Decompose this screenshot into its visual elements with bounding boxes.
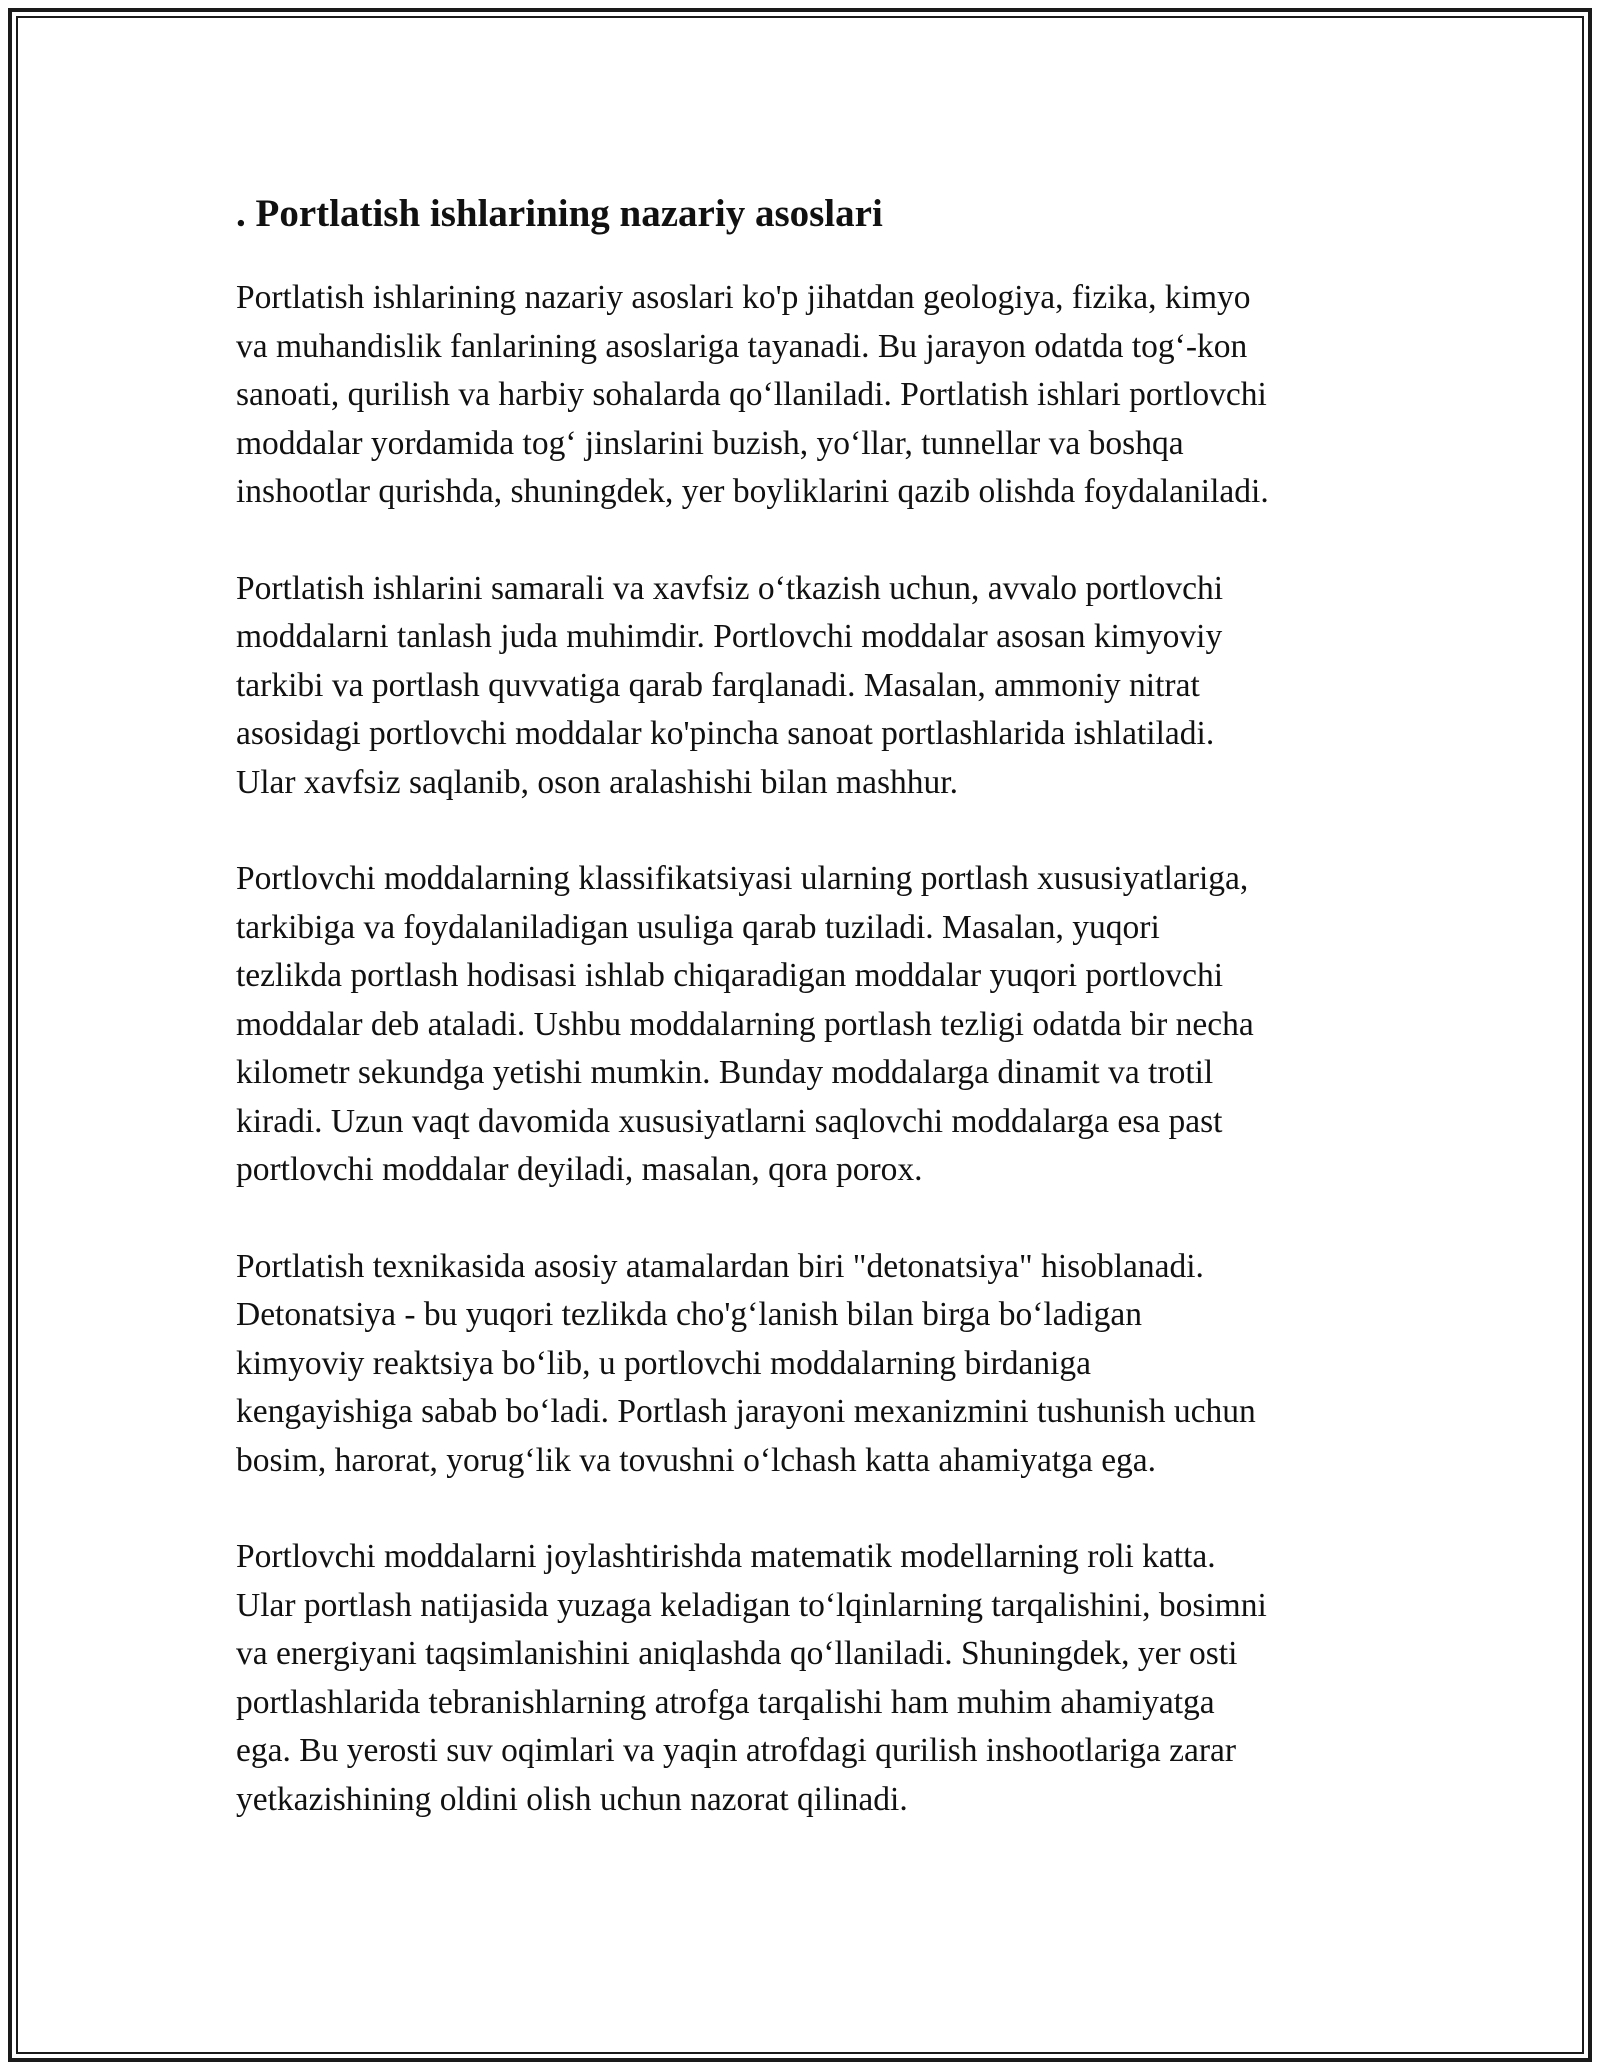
paragraph-detonation [236,1243,1386,1486]
text-line: kimyoviy reaktsiya bo‘lib, u portlovchi moddalarning birdaniga [236,1344,1092,1382]
text-line: asosidagi portlovchi moddalar ko'pincha sanoat portlashlarida ishlatiladi. [236,715,1215,752]
text-line: bosim, harorat, yorug‘lik va tovushni o‘lchash katta ahamiyatga ega. [236,1441,1157,1479]
text-line: ega. Bu yerosti suv oqimlari va yaqin atrofdagi qurilish inshootlariga zarar [236,1732,1237,1769]
paragraph-explosive-selection [236,565,1386,808]
document-body [236,188,1386,1872]
paragraph-theory-basics [236,274,1386,517]
text-line: moddalar deb ataladi. Ushbu moddalarning portlash tezligi odatda bir necha [236,1005,1254,1043]
text-line: kiradi. Uzun vaqt davomida xususiyatlarni saqlovchi moddalarga esa past [236,1102,1223,1140]
text-line: moddalarni tanlash juda muhimdir. Portlovchi moddalar asosan kimyoviy [236,618,1223,655]
section-heading: . Portlatish ishlarining nazariy asoslari [236,192,883,235]
text-line: moddalar yordamida tog‘ jinslarini buzish, yo‘llar, tunnellar va boshqa [236,424,1184,462]
text-line: yetkazishining oldini olish uchun nazorat qilinadi. [236,1780,908,1818]
text-line: va energiyani taqsimlanishini aniqlashda qo‘llaniladi. Shuningdek, yer osti [236,1635,1238,1672]
text-line: tarkibi va portlash quvvatiga qarab farqlanadi. Masalan, ammoniy nitrat [236,666,1200,704]
text-line: tarkibiga va foydalaniladigan usuliga qarab tuziladi. Masalan, yuqori [236,908,1160,946]
text-line: Detonatsiya - bu yuqori tezlikda cho'g‘lanish bilan birga bo‘ladigan [236,1296,1142,1333]
text-line: inshootlar qurishda, shuningdek, yer boyliklarini qazib olishda foydalaniladi. [236,473,1269,510]
text-line: kengayishiga sabab bo‘ladi. Portlash jarayoni mexanizmini tushunish uchun [236,1393,1256,1430]
text-line: tezlikda portlash hodisasi ishlab chiqaradigan moddalar yuqori portlovchi [236,957,1224,994]
paragraph-classification [236,855,1386,1195]
text-line: sanoati, qurilish va harbiy sohalarda qo‘llaniladi. Portlatish ishlari portlovchi [236,376,1267,413]
text-line: Portlatish ishlarining nazariy asoslari ko'p jihatdan geologiya, fizika, kimyo [236,279,1251,316]
text-line: Ular xavfsiz saqlanib, oson aralashishi bilan mashhur. [236,763,958,801]
paragraph-mathematical-models [236,1533,1386,1824]
text-line: portlashlarida tebranishlarning atrofga tarqalishi ham muhim ahamiyatga [236,1683,1215,1721]
text-line: portlovchi moddalar deyiladi, masalan, qora porox. [236,1151,923,1188]
text-line: Portlovchi moddalarning klassifikatsiyasi ularning portlash xususiyatlariga, [236,860,1249,897]
text-line: kilometr sekundga yetishi mumkin. Bunday moddalarga dinamit va trotil [236,1054,1214,1091]
text-line: Portlovchi moddalarni joylashtirishda matematik modellarning roli katta. [236,1538,1216,1575]
text-line: va muhandislik fanlarining asoslariga tayanadi. Bu jarayon odatda tog‘-kon [236,327,1248,365]
text-line: Portlatish texnikasida asosiy atamalardan biri "detonatsiya" hisoblanadi. [236,1247,1204,1285]
text-line: Portlatish ishlarini samarali va xavfsiz o‘tkazish uchun, avvalo portlovchi [236,569,1224,607]
text-line: Ular portlash natijasida yuzaga keladigan to‘lqinlarning tarqalishini, bosimni [236,1586,1267,1624]
